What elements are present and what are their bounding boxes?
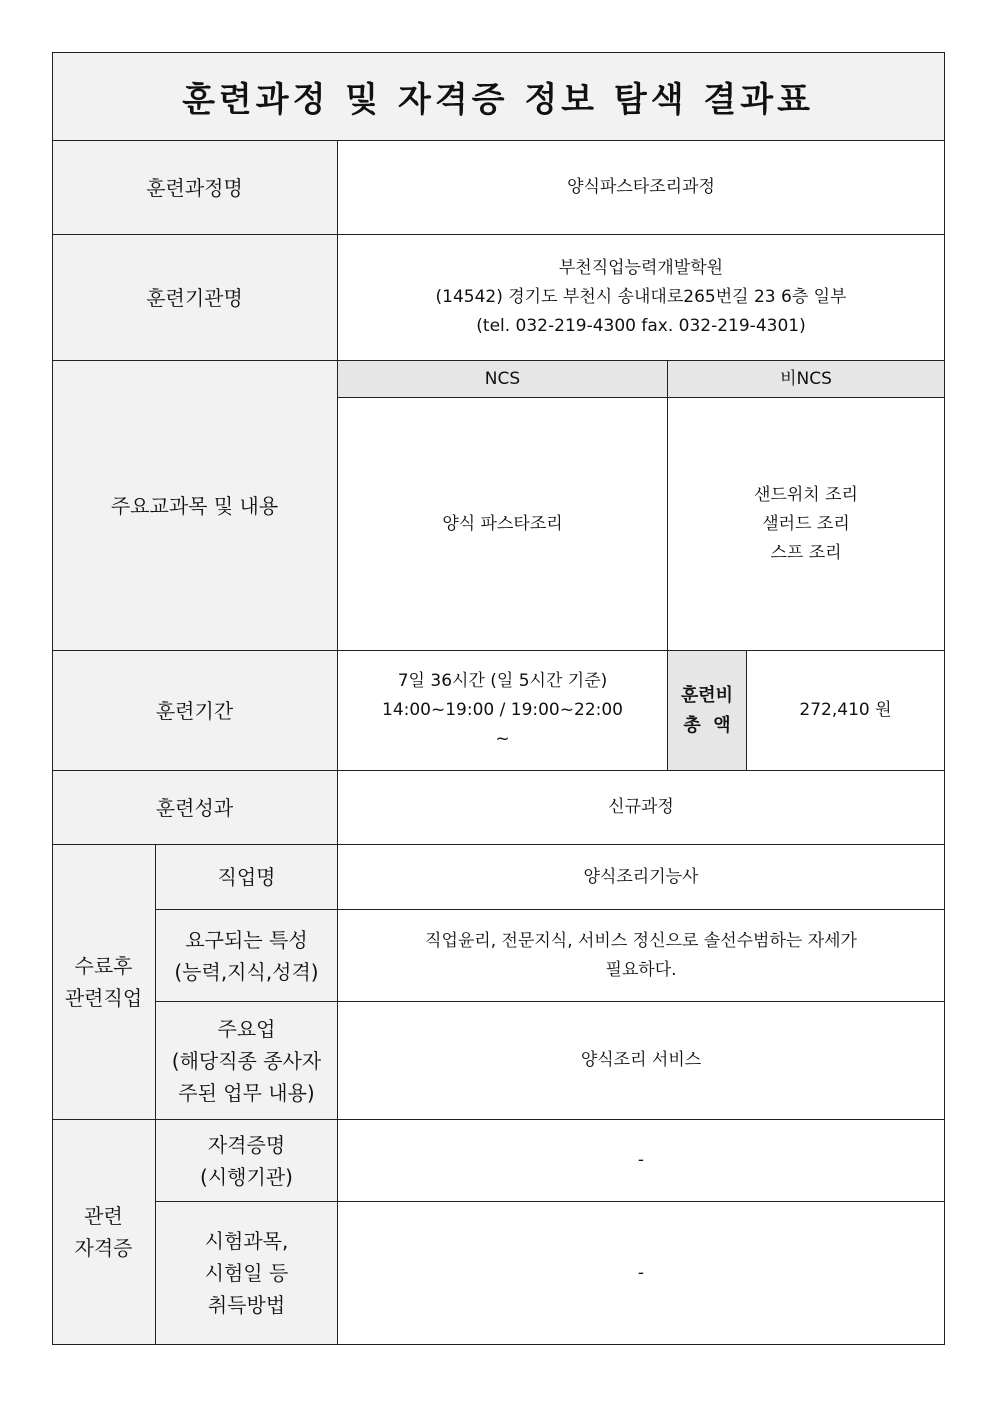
document-title: 훈련과정 및 자격증 정보 탐색 결과표: [182, 79, 814, 120]
non-ncs-header: [668, 361, 945, 398]
fee-label-line: 총 액: [683, 714, 731, 736]
job-name-value-text: 양식조리기능사: [583, 866, 699, 887]
related-jobs-label-line: 관련직업: [64, 986, 143, 1010]
exam-label-line: 시험일 등: [204, 1261, 289, 1285]
institution-address: (14542) 경기도 부천시 송내대로265번길 23 6층 일부: [435, 287, 847, 307]
ncs-content: [338, 398, 668, 651]
exam-value-text: -: [637, 1262, 645, 1283]
institution-label: [52, 235, 338, 361]
non-ncs-content: [668, 398, 945, 651]
traits-value-line: 직업윤리, 전문지식, 서비스 정신으로 솔선수범하는 자세가: [425, 930, 857, 951]
period-label-text: 훈련기간: [155, 698, 234, 723]
period-line: 14:00~19:00 / 19:00~22:00: [382, 700, 623, 720]
ncs-header: [338, 361, 668, 398]
outcome-label: [52, 771, 338, 845]
period-line: ~: [495, 729, 510, 749]
course-name-label-text: 훈련과정명: [146, 175, 243, 200]
fee-value-text: 272,410 원: [799, 700, 892, 720]
outcome-value-text: 신규과정: [608, 797, 674, 817]
main-work-label: [156, 1002, 338, 1120]
period-label: [52, 651, 338, 771]
outcome-label-text: 훈련성과: [155, 795, 234, 820]
exam-label: [156, 1202, 338, 1345]
non-ncs-header-text: 비NCS: [780, 368, 832, 389]
ncs-item: 양식 파스타조리: [442, 513, 563, 534]
traits-label-line: 요구되는 특성: [185, 927, 308, 952]
non-ncs-item: 스프 조리: [770, 542, 842, 563]
related-jobs-label-line: 수료후: [74, 954, 133, 978]
fee-label: [668, 651, 747, 771]
period-value: [338, 651, 668, 771]
subjects-label: [52, 361, 338, 651]
cert-name-value: [338, 1120, 945, 1202]
fee-label-line: 훈련비: [680, 684, 734, 706]
cert-name-label-line: (시행기관): [200, 1164, 293, 1189]
institution-value: [338, 235, 945, 361]
job-name-value: [338, 845, 945, 910]
institution-name: 부천직업능력개발학원: [558, 258, 724, 278]
certificates-label-line: 자격증: [74, 1236, 133, 1260]
cert-name-label-line: 자격증명: [207, 1132, 286, 1157]
cert-name-value-text: -: [637, 1150, 645, 1170]
traits-label-line: (능력,지식,성격): [174, 959, 319, 984]
main-work-label-line: 주된 업무 내용): [178, 1080, 315, 1105]
institution-contact: (tel. 032-219-4300 fax. 032-219-4301): [476, 316, 806, 336]
traits-label: [156, 910, 338, 1002]
fee-value: [747, 651, 945, 771]
main-work-value-text: 양식조리 서비스: [580, 1050, 702, 1070]
exam-label-line: 시험과목,: [204, 1229, 289, 1253]
exam-label-line: 취득방법: [207, 1293, 286, 1317]
course-name-label: [52, 141, 338, 235]
main-work-label-line: 주요업: [217, 1016, 276, 1041]
related-jobs-label: [52, 845, 156, 1120]
certificates-label: [52, 1120, 156, 1345]
traits-value-line: 필요하다.: [605, 959, 677, 980]
institution-label-text: 훈련기관명: [146, 285, 243, 310]
document-title-cell: [52, 52, 945, 141]
exam-value: [338, 1202, 945, 1345]
main-work-value: [338, 1002, 945, 1120]
main-work-label-line: (해당직종 종사자: [171, 1048, 322, 1073]
certificates-label-line: 관련: [84, 1204, 123, 1228]
period-line: 7일 36시간 (일 5시간 기준): [397, 671, 608, 691]
outcome-value: [338, 771, 945, 845]
non-ncs-item: 샌드위치 조리: [754, 484, 858, 505]
ncs-header-text: NCS: [484, 368, 521, 389]
cert-name-label: [156, 1120, 338, 1202]
job-name-label-text: 직업명: [217, 865, 276, 889]
non-ncs-item: 샐러드 조리: [762, 513, 850, 534]
course-name-value-text: 양식파스타조리과정: [567, 177, 715, 197]
subjects-label-text: 주요교과목 및 내용: [110, 493, 279, 518]
traits-value: [338, 910, 945, 1002]
course-name-value: [338, 141, 945, 235]
job-name-label: [156, 845, 338, 910]
